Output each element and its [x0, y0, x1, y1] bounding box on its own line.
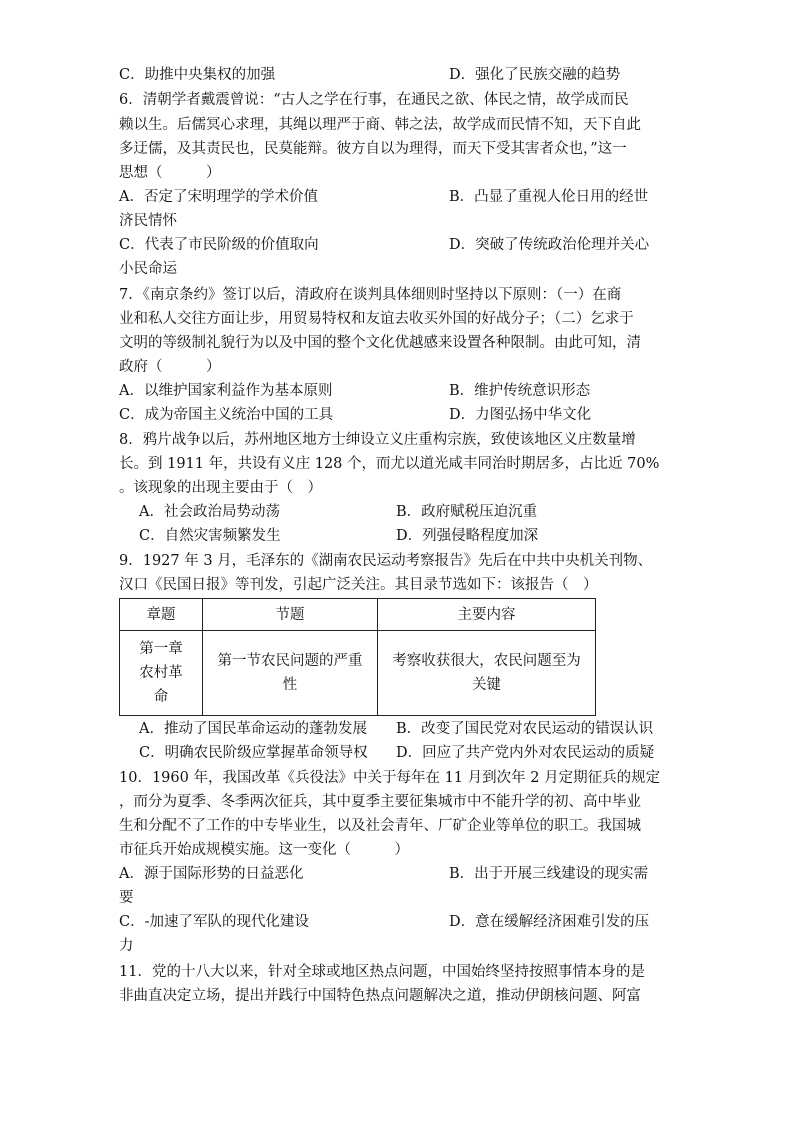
table-cell-chapter — [120, 631, 203, 716]
q7-stem-line: 政府（ ） — [119, 359, 221, 375]
q8-option-b: B．政府赋税压迫沉重 — [396, 504, 538, 520]
q6-option-c: C．代表了市民阶级的价值取向 — [119, 237, 319, 253]
q9-option-d: D．回应了共产党内外对农民运动的质疑 — [396, 745, 655, 761]
chapter-line: 第一章 — [139, 641, 183, 657]
q7-stem-line: 文明的等级制礼貌行为以及中国的整个文化优越感来设置各种限制。由此可知，清 — [119, 335, 641, 351]
q7-option-b: B．维护传统意识形态 — [449, 383, 591, 399]
q6-option-a: A．否定了宋明理学的学术价值 — [119, 189, 318, 205]
q6-option-b: B．凸显了重视人伦日用的经世 — [449, 189, 649, 205]
q7-option-d: D．力图弘扬中华文化 — [449, 407, 592, 423]
q8-stem-line: 。该现象的出现主要由于（ ） — [119, 480, 322, 496]
section-line: 性 — [282, 677, 298, 693]
q8-option-d: D．列强侵略程度加深 — [396, 528, 539, 544]
chapter-line: 命 — [153, 689, 169, 705]
content-line: 关键 — [472, 677, 501, 693]
q10-option-b: B．出于开展三线建设的现实需 — [449, 866, 649, 882]
q9-option-a: A．推动了国民革命运动的蓬勃发展 — [139, 721, 367, 737]
table-header-chapter: 章题 — [120, 599, 203, 631]
q10-stem-line: 10．1960 年，我国改革《兵役法》中关于每年在 11 月到次年 2 月定期征兵的规定 — [119, 770, 661, 786]
q7-stem-line: 业和私人交往方面让步，用贸易特权和友谊去收买外国的好战分子；（二）乞求于 — [119, 311, 634, 327]
q8-option-a: A．社会政治局势动荡 — [139, 504, 280, 520]
q6-stem-line: 赖以生。后儒冥心求理，其绳以理严于商、韩之法，故学成而民情不知，天下自此 — [119, 117, 641, 133]
q8-option-c: C．自然灾害频繁发生 — [139, 528, 281, 544]
q8-stem-line: 8．鸦片战争以后，苏州地区地方士绅设立义庄重构宗族，致使该地区义庄数量增 — [119, 432, 636, 448]
q10-option-d-cont: 力 — [119, 938, 134, 954]
q6-stem-line: 6．清朝学者戴震曾说：“古人之学在行事，在通民之欲、体民之情，故学成而民 — [119, 92, 629, 108]
q6-stem-line: 思想（ ） — [119, 165, 221, 181]
table-cell-section — [203, 631, 378, 716]
q5-option-d: D．强化了民族交融的趋势 — [449, 67, 621, 83]
q5-option-c: C．助推中央集权的加强 — [119, 67, 276, 83]
q11-stem-line: 非曲直决定立场，提出并践行中国特色热点问题解决之道，推动伊朗核问题、阿富 — [119, 988, 641, 1004]
q10-option-b-cont: 要 — [119, 890, 134, 906]
table-row — [120, 631, 596, 716]
q7-option-c: C．成为帝国主义统治中国的工具 — [119, 407, 334, 423]
q6-stem-line: 多迂儒，及其责民也，民莫能辩。彼方自以为理得，而天下受其害者众也，”这一 — [119, 141, 627, 157]
q10-option-d: D．意在缓解经济困难引发的压 — [449, 914, 650, 930]
q10-stem-line: 市征兵开始成规模实施。这一变化（ ） — [119, 842, 409, 858]
q7-stem-line: 7．《南京条约》签订以后，清政府在谈判具体细则时坚持以下原则：（一）在商 — [119, 287, 622, 303]
q7-option-a: A．以维护国家利益作为基本原则 — [119, 383, 333, 399]
q9-option-c: C．明确农民阶级应掌握革命领导权 — [139, 745, 368, 761]
table-header-section: 节题 — [203, 599, 378, 631]
q9-stem-line: 9．1927 年 3 月，毛泽东的《湖南农民运动考察报告》先后在中共中央机关刊物、 — [119, 553, 653, 569]
q10-option-c: C．-加速了军队的现代化建设 — [119, 914, 309, 930]
q9-outline-table — [119, 598, 596, 716]
q6-option-b-cont: 济民情怀 — [119, 213, 177, 229]
section-line: 第一节农民问题的严重 — [217, 653, 363, 669]
q6-option-d: D．突破了传统政治伦理并关心 — [449, 237, 650, 253]
q9-stem-line: 汉口《民国日报》等刊发，引起广泛关注。其目录节选如下：该报告（ ） — [119, 577, 598, 593]
content-line: 考察收获很大，农民问题至为 — [392, 653, 581, 669]
q6-option-d-cont: 小民命运 — [119, 261, 177, 277]
q8-stem-line: 长。到 1911 年，共设有义庄 128 个，而尤以道光咸丰同治时期居多，占比近 70% — [119, 456, 660, 472]
q10-option-a: A．源于国际形势的日益恶化 — [119, 866, 304, 882]
table-header-content: 主要内容 — [378, 599, 596, 631]
q10-stem-line: 生和分配不了工作的中专毕业生，以及社会青年、厂矿企业等单位的职工。我国城 — [119, 818, 641, 834]
chapter-line: 农村革 — [139, 665, 183, 681]
q9-option-b: B．改变了国民党对农民运动的错误认识 — [396, 721, 654, 737]
q10-stem-line: ，而分为夏季、冬季两次征兵，其中夏季主要征集城市中不能升学的初、高中毕业 — [119, 794, 641, 810]
table-header-row — [120, 599, 596, 631]
table-cell-content — [378, 631, 596, 716]
q11-stem-line: 11．党的十八大以来，针对全球或地区热点问题，中国始终坚持按照事情本身的是 — [119, 964, 645, 980]
